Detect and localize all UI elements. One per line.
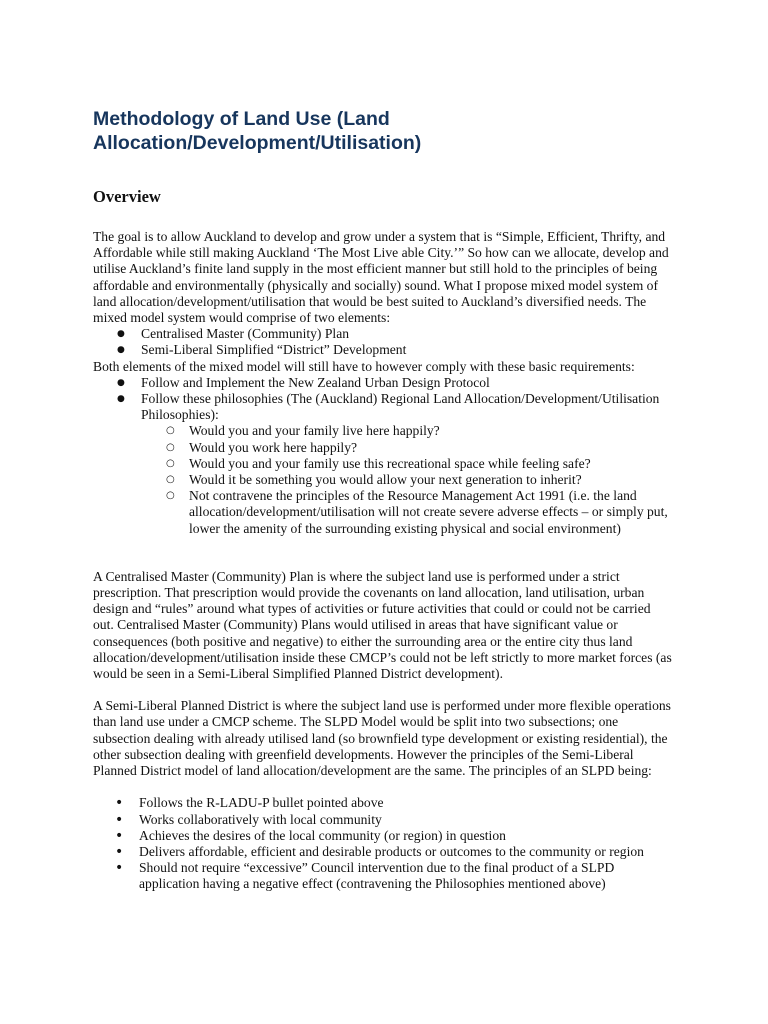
intro-paragraph: The goal is to allow Auckland to develop and grow under a system that is “Simple, Efficient, Thrifty, and Affordable while still making Auckland ‘The Most Live able City.’” So how can we allocate, develop and utilise Auckland’s finite land supply in the most efficient manner but still hold to the principles of being affordable and environmentally (physically and socially) sound. What I propose mixed model system of land allocation/development/utilisation that would be best suited to Auckland’s diversified needs. The mixed model system would comprise of two elements: — [93, 229, 669, 326]
philosophies-list — [93, 423, 673, 536]
document-page — [93, 108, 673, 893]
title-line-1: Methodology of Land Use (Land — [93, 108, 390, 130]
requirements-intro: Both elements of the mixed model will still have to however comply with these basic requirements: — [93, 358, 635, 374]
title-line-2: Allocation/Development/Utilisation) — [93, 131, 422, 154]
overview-heading: Overview — [93, 187, 161, 206]
list-item: ● Semi-Liberal Simplified “District” Development — [93, 342, 673, 358]
list-item: • Works collaboratively with local community — [93, 812, 673, 828]
document-title — [93, 108, 673, 155]
list-item: ○ Would you and your family use this recreational space while feeling safe? — [93, 456, 673, 472]
cmcp-paragraph: A Centralised Master (Community) Plan is where the subject land use is performed under a strict prescription. That prescription would provide the covenants on land allocation, land utilisation, urban design and “rules” around what types of activities or future activities that could or could not be carried out. Centralised Master (Community) Plans would utilised in areas that have significant value or consequences (both positive and negative) to either the surrounding area or the entire city thus land allocation/development/utilisation inside these CMCP’s could not be left strictly to more market forces (as would be seen in a Semi-Liberal Simplified Planned District development). — [93, 568, 672, 682]
requirements-list — [93, 375, 673, 424]
list-item: ○ Would you and your family live here happily? — [93, 423, 673, 439]
list-item: ○ Would it be something you would allow your next generation to inherit? — [93, 472, 673, 488]
list-item-text: Follow these philosophies (The (Auckland) Regional Land Allocation/Development/Utilisation Philosophies): — [141, 391, 660, 423]
slpd-principles-list — [93, 795, 673, 892]
list-item: ○ Would you work here happily? — [93, 440, 673, 456]
elements-list — [93, 326, 673, 358]
list-item — [93, 391, 673, 423]
list-item: • Delivers affordable, efficient and desirable products or outcomes to the community or region — [93, 844, 673, 860]
slpd-paragraph: A Semi-Liberal Planned District is where the subject land use is performed under more flexible operations than land use under a CMCP scheme. The SLPD Model would be split into two subsections; one subsection dealing with already utilised land (so brownfield type development or existing residential), the other subsection dealing with greenfield developments. However the principles of the Semi-Liberal Planned District model of land allocation/development are the same. The principles of an SLPD being: — [93, 698, 671, 779]
list-item: ○ Not contravene the principles of the Resource Management Act 1991 (i.e. the land allocation/development/utilisation will not create severe adverse effects – or simply put, lower the amenity of the surrounding existing physical and social environment) — [93, 488, 673, 537]
list-item: • Follows the R-LADU-P bullet pointed above — [93, 795, 673, 811]
list-item: ● Follow and Implement the New Zealand Urban Design Protocol — [93, 375, 673, 391]
list-item: ● Centralised Master (Community) Plan — [93, 326, 673, 342]
list-item: • Achieves the desires of the local community (or region) in question — [93, 828, 673, 844]
list-item: • Should not require “excessive” Council intervention due to the final product of a SLPD application having a negative effect (contravening the Philosophies mentioned above) — [93, 860, 673, 892]
